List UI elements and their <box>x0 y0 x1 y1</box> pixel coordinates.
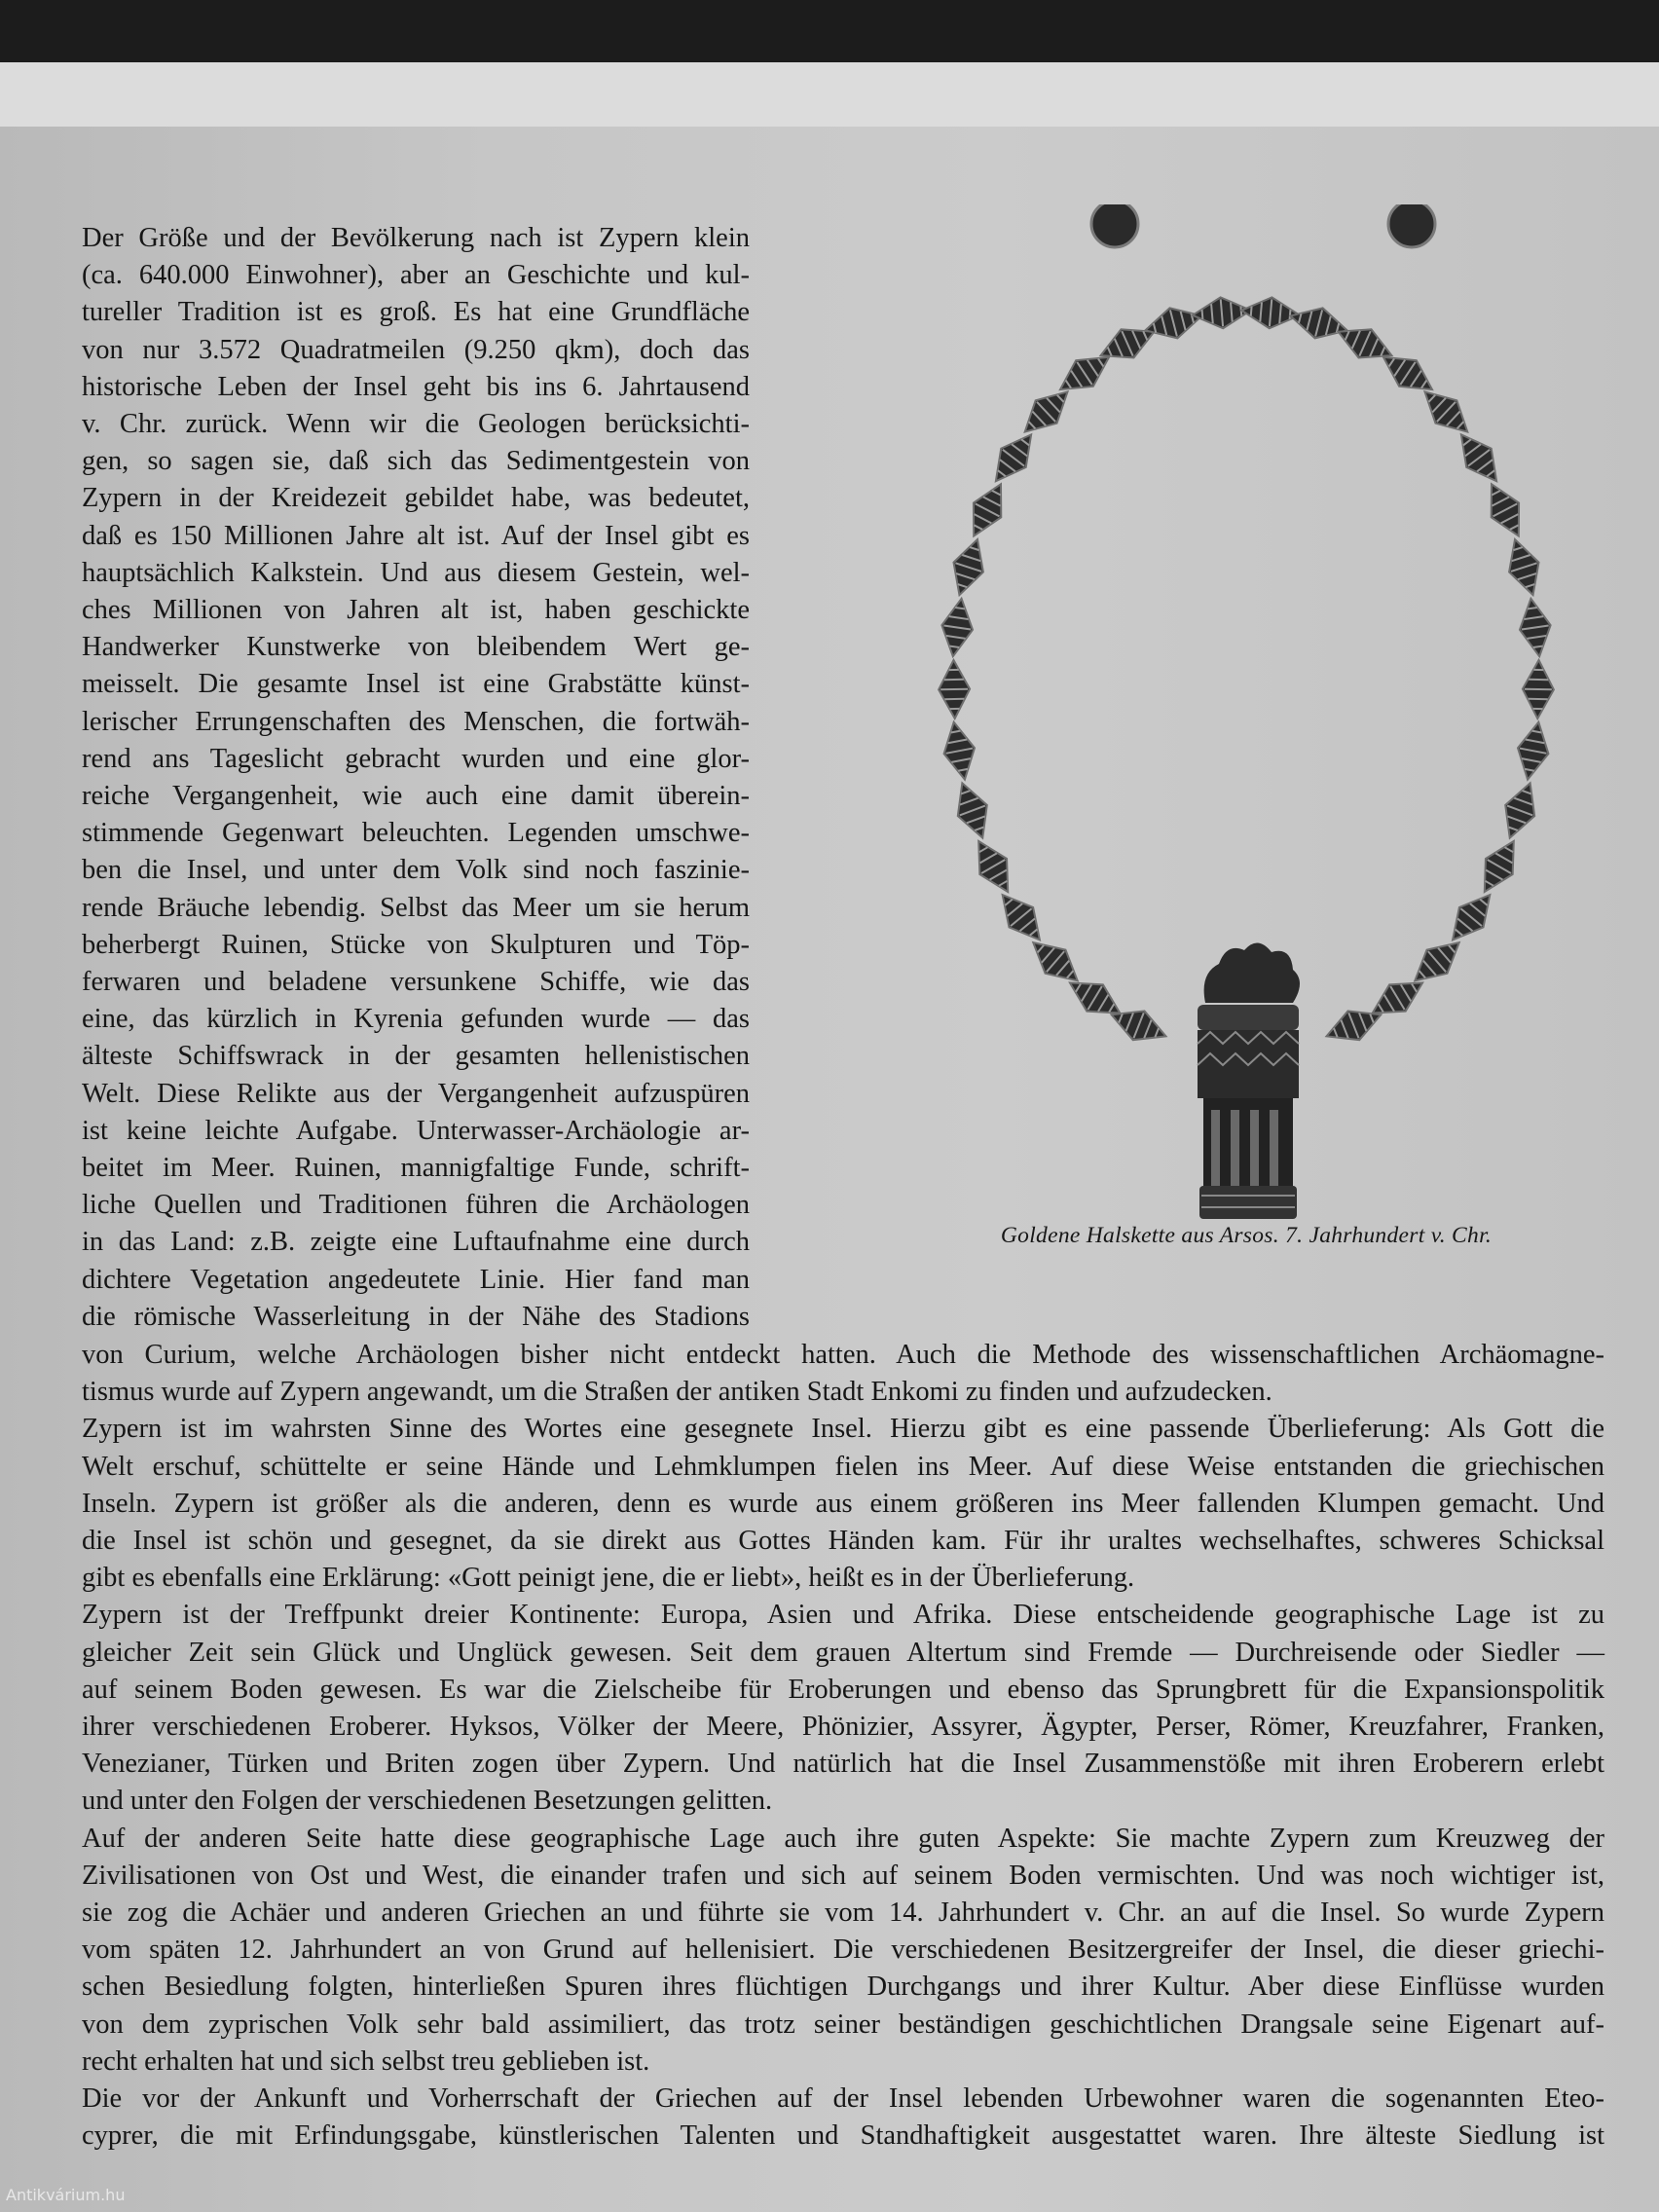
pendant <box>1198 942 1300 1219</box>
text-line: Auf der anderen Seite hatte diese geographische Lage auch ihre guten Aspekte: Sie machte Zypern zum Kreuzweg der <box>82 1823 1604 1854</box>
text-line: die römische Wasserleitung in der Nähe des Stadions <box>82 1301 750 1332</box>
necklace-bead <box>1441 885 1502 950</box>
text-line: beherbergt Ruinen, Stücke von Skulpturen und Töp- <box>82 929 750 960</box>
text-line: tismus wurde auf Zypern angewandt, um die Straßen der antiken Stadt Enkomi zu finden und aufzudecken. <box>82 1377 1272 1408</box>
necklace-bead <box>1449 425 1509 491</box>
necklace-bead <box>939 719 980 783</box>
text-line: cyprer, die mit Erfindungsgabe, künstlerischen Talenten und Standhaftigkeit ausgestattet waren. Ihre älteste Siedlung ist <box>82 2120 1604 2152</box>
text-line: eine, das kürzlich in Kyrenia gefunden wurde — das <box>82 1004 750 1035</box>
text-line: Venezianer, Türken und Briten zogen über Zypern. Und natürlich hat die Insel Zusammenstöße mit ihren Eroberern erlebt <box>82 1749 1604 1780</box>
figure-caption: Goldene Halskette aus Arsos. 7. Jahrhundert v. Chr. <box>1000 1223 1493 1248</box>
text-line: rend ans Tageslicht gebracht wurden und eine glor- <box>82 743 750 774</box>
text-line: sie zog die Achäer und anderen Griechen an und führte sie vom 14. Jahrhundert v. Chr. an auf die Insel. So wurde Zypern <box>82 1898 1604 1928</box>
text-line: Der Größe und der Bevölkerung nach ist Zypern klein <box>82 223 750 253</box>
text-line: Welt erschuf, schüttelte er seine Hände und Lehmklumpen fielen ins Meer. Auf diese Weise entstanden die griechischen <box>82 1451 1604 1482</box>
necklace-bead <box>938 660 970 719</box>
text-line: gibt es ebenfalls eine Erklärung: «Gott peinigt jene, die er liebt», heißt es in der Überlieferung. <box>82 1563 1135 1594</box>
text-line: und unter den Folgen der verschiedenen Besetzungen gelitten. <box>82 1786 773 1817</box>
text-line: dichtere Vegetation angedeutete Linie. Hier fand man <box>82 1264 750 1295</box>
text-line: von Curium, welche Archäologen bisher nicht entdeckt hatten. Auch die Methode des wissenschaftlichen Archäomagne- <box>82 1340 1604 1370</box>
text-line: Zivilisationen von Ost und West, die einander trafen und sich auf seinem Boden vermischten. Und was noch wichtiger ist, <box>82 1860 1604 1891</box>
text-line: meisselt. Die gesamte Insel ist eine Grabstätte künst- <box>82 669 750 700</box>
text-line: ben die Insel, und unter dem Volk sind noch faszinie- <box>82 855 750 886</box>
necklace-bead <box>1287 301 1351 346</box>
necklace-bead <box>1500 535 1548 600</box>
text-line: auf seinem Boden gewesen. Es war die Zielscheibe für Eroberungen und ebenso das Sprungbrett für die Expansionspolitik <box>82 1674 1604 1705</box>
necklace-beads <box>938 204 1555 1051</box>
text-line: schen Besiedlung folgten, hinterließen Spuren ihres flüchtigen Durchgangs und ihrer Kultur. Aber diese Einflüsse wurden <box>82 1972 1604 2003</box>
text-line: Zypern in der Kreidezeit gebildet habe, was bedeutet, <box>82 483 750 514</box>
text-line: die Insel ist schön und gesegnet, da sie direkt aus Gottes Händen kam. Für ihr uraltes wechselhaftes, schweres Schicksal <box>82 1526 1604 1556</box>
text-line: in das Land: z.B. zeigte eine Luftaufnahme eine durch <box>82 1227 750 1258</box>
necklace-bead <box>1141 301 1205 346</box>
necklace-bead <box>1522 660 1554 719</box>
text-line: beitet im Meer. Ruinen, mannigfaltige Funde, schrift- <box>82 1153 750 1183</box>
text-line: von dem zyprischen Volk sehr bald assimiliert, das trotz seiner beständigen geschichtlichen Drangsale seine Eigenart auf- <box>82 2009 1604 2040</box>
text-line: recht erhalten hat und sich selbst treu geblieben ist. <box>82 2046 650 2077</box>
text-line: (ca. 640.000 Einwohner), aber an Geschichte und kul- <box>82 260 750 291</box>
text-line: liche Quellen und Traditionen führen die Archäologen <box>82 1190 750 1221</box>
necklace-bead <box>1471 833 1528 900</box>
text-line: historische Leben der Insel geht bis ins 6. Jahrtausend <box>82 371 750 402</box>
necklace-bead <box>944 535 992 600</box>
text-line: rende Bräuche lebendig. Selbst das Meer um sie herum <box>82 892 750 923</box>
text-line: Die vor der Ankunft und Vorherrschaft der Griechen auf der Insel lebenden Urbewohner waren die sogenannten Eteo- <box>82 2083 1604 2114</box>
necklace-bead <box>947 778 997 843</box>
text-line: daß es 150 Millionen Jahre alt ist. Auf der Insel gibt es <box>82 520 750 551</box>
necklace-bead <box>1516 596 1555 658</box>
text-line: Zypern ist im wahrsten Sinne des Wortes eine gesegnete Insel. Hierzu gibt es eine passende Überlieferung: Als Gott die <box>82 1414 1604 1445</box>
text-line: v. Chr. zurück. Wenn wir die Geologen berücksichti- <box>82 409 750 439</box>
text-line: ist keine leichte Aufgabe. Unterwasser-Archäologie ar- <box>82 1115 750 1146</box>
text-line: lerischer Errungenschaften des Menschen, die fortwäh- <box>82 706 750 737</box>
necklace-bead <box>990 885 1051 950</box>
text-line: Welt. Diese Relikte aus der Vergangenheit aufzuspüren <box>82 1078 750 1109</box>
text-line: vom späten 12. Jahrhundert an von Grund auf hellenisiert. Die verschiedenen Besitzergreifer der Insel, die dieser griechi- <box>82 1935 1604 1966</box>
necklace-bead <box>960 477 1014 543</box>
necklace-bead <box>1478 477 1532 543</box>
text-line: ferwaren und beladene versunkene Schiffe, wie das <box>82 967 750 997</box>
clasp-rosette <box>1091 204 1138 247</box>
text-line: gen, so sagen sie, daß sich das Sedimentgestein von <box>82 446 750 477</box>
necklace-bead <box>1495 778 1545 843</box>
text-line: Handwerker Kunstwerke von bleibendem Wert ge- <box>82 632 750 663</box>
necklace-bead <box>1240 295 1301 331</box>
page-top-margin <box>0 62 1659 127</box>
necklace-photo <box>905 204 1587 1227</box>
text-line: älteste Schiffswrack in der gesamten hellenistischen <box>82 1041 750 1072</box>
necklace-bead <box>938 596 977 658</box>
necklace-bead <box>1415 381 1479 443</box>
text-line: Zypern ist der Treffpunkt dreier Kontinente: Europa, Asien und Afrika. Diese entscheidende geographische Lage ist zu <box>82 1600 1604 1631</box>
text-line: stimmende Gegenwart beleuchten. Legenden umschwe- <box>82 818 750 849</box>
text-line: hauptsächlich Kalkstein. Und aus diesem Gestein, wel- <box>82 557 750 588</box>
necklace-bead <box>965 833 1021 900</box>
necklace-illustration <box>905 204 1587 1227</box>
text-line: Inseln. Zypern ist größer als die anderen, denn es wurde aus einem größeren ins Meer fallenden Klumpen gemacht. Und <box>82 1488 1604 1519</box>
text-line: tureller Tradition ist es groß. Es hat eine Grundfläche <box>82 297 750 328</box>
text-line: ches Millionen von Jahren alt ist, haben geschickte <box>82 595 750 625</box>
text-line: reiche Vergangenheit, wie auch eine damit überein- <box>82 781 750 811</box>
necklace-bead <box>1014 381 1079 443</box>
text-line: ihrer verschiedenen Eroberer. Hyksos, Völker der Meere, Phönizier, Assyrer, Ägypter, Perser, Römer, Kreuzfahrer, Franken, <box>82 1712 1604 1742</box>
text-line: gleicher Zeit sein Glück und Unglück gewesen. Seit dem grauen Altertum sind Fremde — Durchreisende oder Siedler — <box>82 1637 1604 1668</box>
necklace-bead <box>1512 719 1554 783</box>
necklace-bead <box>983 425 1044 491</box>
text-line: von nur 3.572 Quadratmeilen (9.250 qkm), doch das <box>82 334 750 365</box>
watermark: Antikvárium.hu <box>6 2186 126 2204</box>
necklace-bead <box>1192 295 1252 331</box>
clasp-rosette <box>1388 204 1435 247</box>
